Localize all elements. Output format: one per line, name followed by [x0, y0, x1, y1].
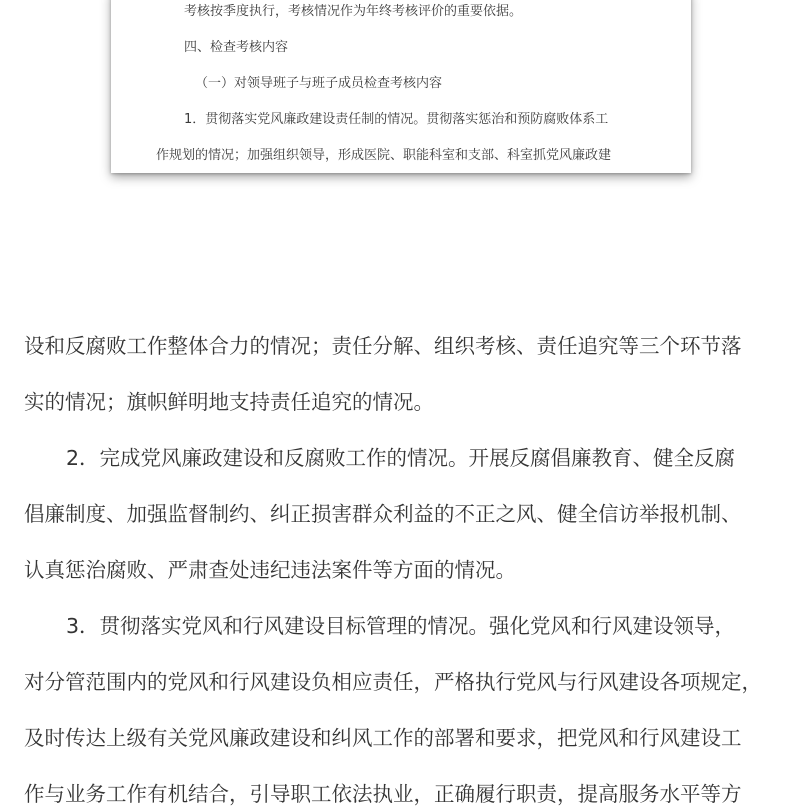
card-line-1: 考核按季度执行，考核情况作为年终考核评价的重要依据。: [184, 4, 523, 19]
card-line-5: 作规划的情况；加强组织领导，形成医院、职能科室和支部、科室抓党风廉政建: [156, 148, 612, 163]
card-line-3: （一）对领导班子与班子成员检查考核内容: [195, 76, 443, 91]
body-line-5: 认真惩治腐败、严肃查处违纪违法案件等方面的情况。: [24, 558, 516, 582]
body-line-7: 对分管范围内的党风和行风建设负相应责任，严格执行党风与行风建设各项规定，: [24, 670, 762, 694]
body-line-8: 及时传达上级有关党风廉政建设和纠风工作的部署和要求，把党风和行风建设工: [24, 726, 742, 750]
body-line-6: 3．贯彻落实党风和行风建设目标管理的情况。强化党风和行风建设领导，: [66, 614, 736, 638]
body-line-1: 设和反腐败工作整体合力的情况；责任分解、组织考核、责任追究等三个环节落: [24, 334, 742, 358]
body-line-4: 倡廉制度、加强监督制约、纠正损害群众利益的不正之风、健全信访举报机制、: [24, 502, 742, 526]
body-line-2: 实的情况；旗帜鲜明地支持责任追究的情况。: [24, 390, 434, 414]
watermark-logo: ​: [136, 196, 164, 219]
card-line-4: 1．贯彻落实党风廉政建设责任制的情况。贯彻落实惩治和预防腐败体系工: [184, 112, 609, 127]
body-line-9: 作与业务工作有机结合，引导职工依法执业，正确履行职责，提高服务水平等方: [24, 782, 742, 806]
body-line-3: 2．完成党风廉政建设和反腐败工作的情况。开展反腐倡廉教育、健全反腐: [66, 446, 736, 470]
card-line-2: 四、检查考核内容: [184, 40, 289, 55]
